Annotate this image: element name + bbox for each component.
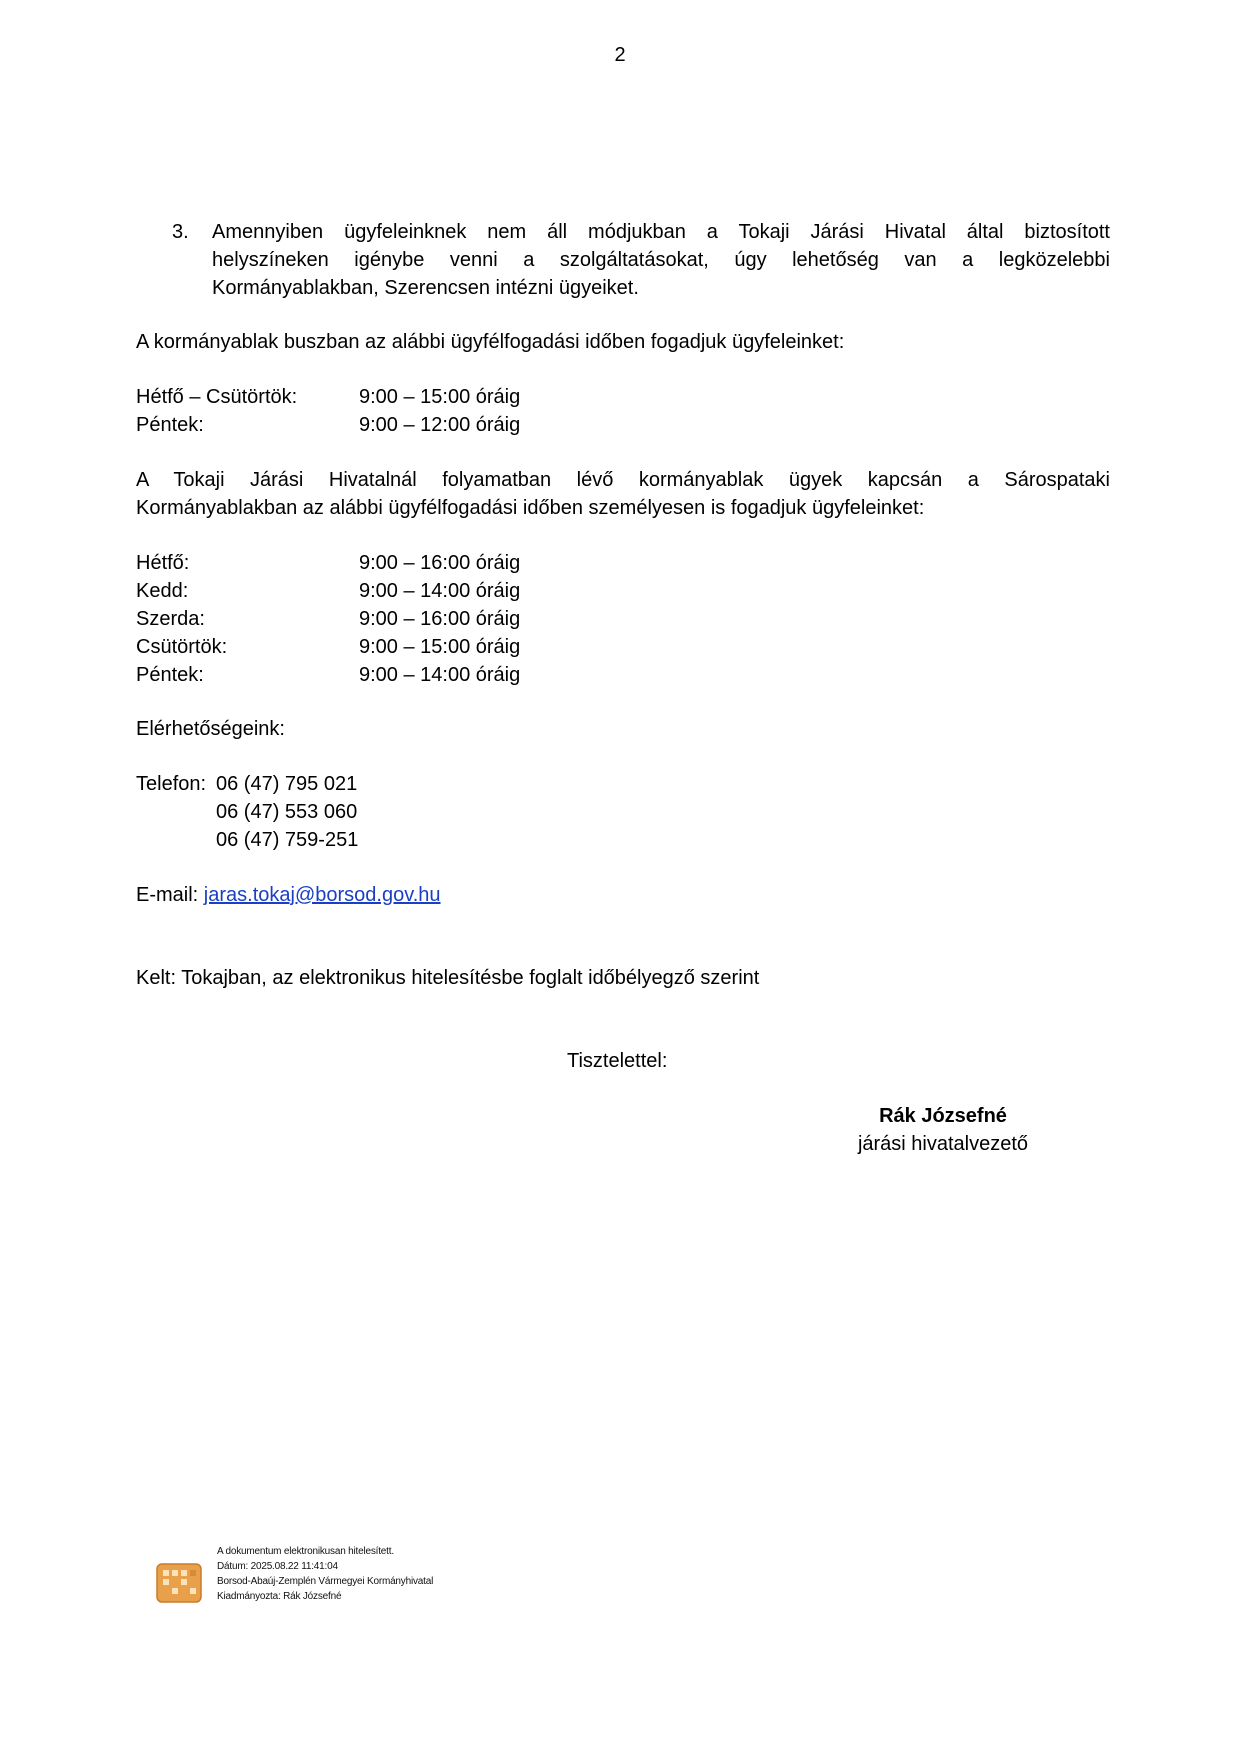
schedule-time: 9:00 – 15:00 óráig bbox=[359, 386, 521, 408]
item-line: helyszíneken igénybe venni a szolgáltatásokat, úgy lehetőség van a legközelebbi bbox=[212, 249, 1110, 271]
schedule-time: 9:00 – 15:00 óráig bbox=[359, 636, 521, 658]
schedule-day: Péntek: bbox=[136, 414, 204, 436]
dated-line: Kelt: Tokajban, az elektronikus hitelesítésbe foglalt időbélyegző szerint bbox=[136, 967, 760, 989]
schedule-time: 9:00 – 14:00 óráig bbox=[359, 664, 521, 686]
closing: Tisztelettel: bbox=[567, 1050, 668, 1072]
email-label: E-mail: bbox=[136, 884, 199, 906]
schedule-time: 9:00 – 16:00 óráig bbox=[359, 608, 521, 630]
schedule-row bbox=[136, 383, 736, 411]
stamp-line: Dátum: 2025.08.22 11:41:04 bbox=[217, 1561, 338, 1572]
certificate-seal-icon bbox=[155, 1560, 205, 1606]
schedule-day: Péntek: bbox=[136, 664, 204, 686]
email-line bbox=[136, 881, 441, 909]
schedule-day: Hétfő: bbox=[136, 552, 190, 574]
schedule-day: Hétfő – Csütörtök: bbox=[136, 386, 298, 408]
contacts-heading: Elérhetőségeink: bbox=[136, 718, 285, 740]
schedule-time: 9:00 – 12:00 óráig bbox=[359, 414, 521, 436]
item-number: 3. bbox=[172, 221, 189, 243]
schedule-row bbox=[136, 661, 736, 689]
schedule-row bbox=[136, 605, 736, 633]
bus-intro: A kormányablak buszban az alábbi ügyfélfogadási időben fogadjuk ügyfeleinket: bbox=[136, 331, 845, 353]
stamp-text bbox=[217, 1544, 433, 1604]
schedule-row bbox=[136, 633, 736, 661]
bus-schedule bbox=[136, 383, 736, 439]
schedule-time: 9:00 – 16:00 óráig bbox=[359, 552, 521, 574]
page-number: 2 bbox=[614, 44, 626, 66]
stamp-line: Borsod-Abaúj-Zemplén Vármegyei Kormányhivatal bbox=[217, 1576, 434, 1587]
schedule-row bbox=[136, 549, 736, 577]
schedule-time: 9:00 – 14:00 óráig bbox=[359, 580, 521, 602]
email-link[interactable]: jaras.tokaj@borsod.gov.hu bbox=[203, 884, 441, 906]
schedule-day: Csütörtök: bbox=[136, 636, 228, 658]
schedule-day: Szerda: bbox=[136, 608, 205, 630]
stamp-line: A dokumentum elektronikusan hitelesített. bbox=[217, 1546, 394, 1557]
e-signature-stamp bbox=[155, 1544, 455, 1614]
schedule-row bbox=[136, 411, 736, 439]
signatory-title: járási hivatalvezető bbox=[857, 1133, 1029, 1155]
item-text bbox=[212, 218, 1110, 302]
sarospatak-intro bbox=[136, 466, 1110, 522]
schedule-row bbox=[136, 577, 736, 605]
intro-line: Kormányablakban az alábbi ügyfélfogadási időben személyesen is fogadjuk ügyfeleinket: bbox=[136, 497, 925, 519]
phone-number[interactable]: 06 (47) 553 060 bbox=[216, 801, 358, 823]
intro-line: A Tokaji Járási Hivatalnál folyamatban lévő kormányablak ügyek kapcsán a Sárospataki bbox=[136, 469, 1110, 491]
item-line: Amennyiben ügyfeleinknek nem áll módjukban a Tokaji Járási Hivatal által biztosított bbox=[212, 221, 1110, 243]
item-line: Kormányablakban, Szerencsen intézni ügyeiket. bbox=[212, 277, 639, 299]
stamp-line: Kiadmányozta: Rák Józsefné bbox=[217, 1591, 342, 1602]
schedule-day: Kedd: bbox=[136, 580, 189, 602]
phone-number[interactable]: 06 (47) 759-251 bbox=[216, 829, 359, 851]
phone-label: Telefon: bbox=[136, 773, 207, 795]
sarospatak-schedule bbox=[136, 549, 736, 689]
signatory-name: Rák Józsefné bbox=[879, 1105, 1007, 1127]
phone-number[interactable]: 06 (47) 795 021 bbox=[216, 773, 358, 795]
